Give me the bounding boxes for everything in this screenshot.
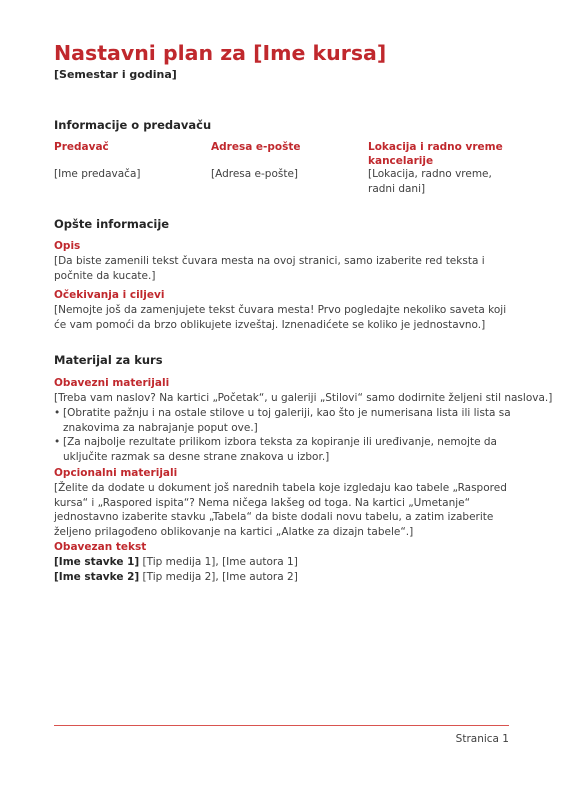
instructor-column-header: Predavač	[54, 141, 109, 153]
office-value: [Lokacija, radno vreme, radni dani]	[368, 168, 492, 195]
description-text: [Da biste zamenili tekst čuvara mesta na ovoj stranici, samo izaberite red teksta i počnite da kucate.]	[54, 255, 485, 282]
course-materials-heading: Materijal za kurs	[54, 353, 163, 367]
item-name: [Ime stavke 2]	[54, 571, 140, 583]
email-column-header: Adresa e-pošte	[211, 141, 301, 153]
item-name: [Ime stavke 1]	[54, 556, 140, 568]
required-materials-text: [Treba vam naslov? Na kartici „Početak“, u galeriji „Stilovi“ samo dodirnite željeni stil naslova.]	[54, 392, 553, 404]
expectations-text: [Nemojte još da zamenjujete tekst čuvara mesta! Prvo pogledajte nekoliko saveta koji će vam pomoći da brzo oblikujete izveštaj. Iznenadićete se koliko je jednostavno.]	[54, 304, 507, 331]
required-text-item	[54, 570, 298, 585]
required-materials-heading: Obavezni materijali	[54, 377, 170, 389]
optional-materials-text: [Želite da dodate u dokument još narednih tabela koje izgledaju kao tabele „Raspored kursa“ i „Raspored ispita“? Nema ničega lakšeg od toga. Na kartici „Umetanje“ jednostavno izaberite stavku „Tabela“ da biste dodali novu tabelu, a zatim izaberite željeno prilagođeno oblikovanje na kartici „Alatke za dizajn tabele“.]	[54, 482, 507, 538]
semester-subtitle: [Semestar i godina]	[54, 68, 177, 81]
item-detail: [Tip medija 2], [Ime autora 2]	[139, 571, 298, 583]
email-value: [Adresa e-pošte]	[211, 168, 299, 180]
page-title: Nastavni plan za [Ime kursa]	[54, 41, 387, 65]
general-info-heading: Opšte informacije	[54, 217, 170, 231]
list-item: • [Obratite pažnju i na ostale stilove u toj galeriji, kao što je numerisana lista ili lista sa znakovima za nabrajanje poput ove.]	[54, 406, 512, 435]
expectations-heading: Očekivanja i ciljevi	[54, 289, 165, 301]
instructor-name-value: [Ime predavača]	[54, 168, 141, 180]
description-heading: Opis	[54, 240, 81, 252]
item-detail: [Tip medija 1], [Ime autora 1]	[139, 556, 298, 568]
required-materials-list	[54, 406, 512, 464]
instructor-info-heading: Informacije o predavaču	[54, 118, 212, 132]
office-column-header: Lokacija i radno vreme kancelarije	[368, 141, 503, 167]
optional-materials-heading: Opcionalni materijali	[54, 467, 178, 479]
list-item: • [Za najbolje rezultate prilikom izbora teksta za kopiranje ili uređivanje, nemojte da uključite razmak sa desne strane znakova u izbor.]	[54, 435, 512, 464]
page-number: Stranica 1	[455, 733, 509, 745]
footer-divider	[54, 725, 509, 726]
required-text-item	[54, 555, 298, 570]
required-text-heading: Obavezan tekst	[54, 541, 147, 553]
